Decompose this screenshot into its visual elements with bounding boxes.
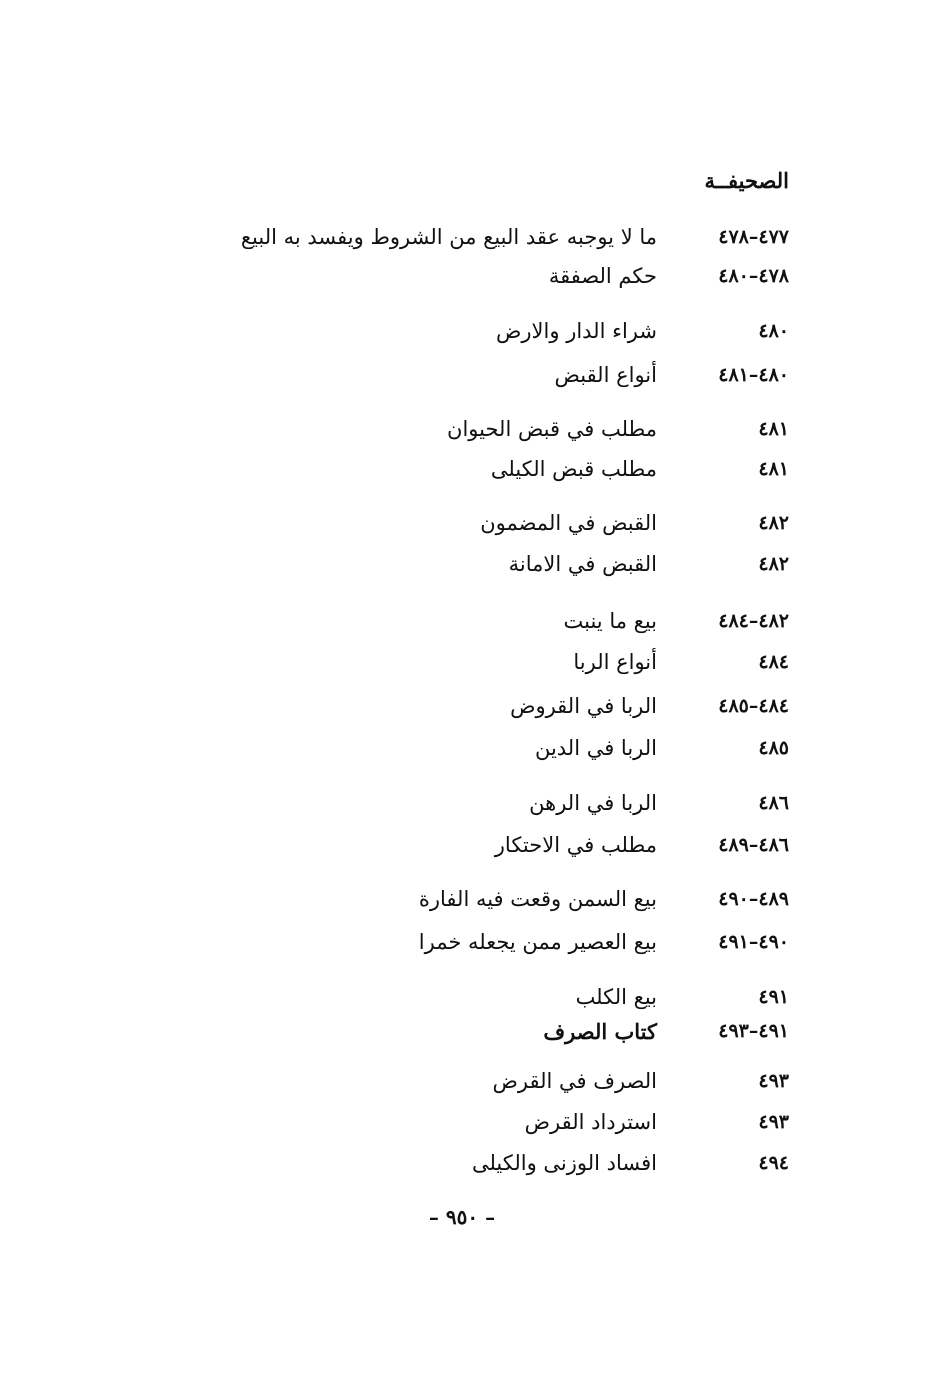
entry-title: الربا في القروض bbox=[510, 694, 657, 718]
entry-title: بيع الكلب bbox=[575, 985, 657, 1009]
index-entry bbox=[535, 731, 789, 765]
index-entry bbox=[472, 1146, 789, 1180]
page-number: – ٩٥٠ – bbox=[428, 1205, 496, 1229]
index-entry bbox=[447, 412, 789, 446]
entry-page-range: ٤٨١ bbox=[758, 458, 789, 480]
entry-page-range: ٤٨٤–٤٨٥ bbox=[718, 695, 789, 717]
index-entry bbox=[480, 506, 789, 540]
index-entry bbox=[492, 1064, 789, 1098]
entry-page-range: ٤٩١–٤٩٣ bbox=[718, 1020, 789, 1042]
entry-title: مطلب قبض الكيلى bbox=[490, 457, 657, 481]
entry-page-range: ٤٩٣ bbox=[758, 1111, 789, 1133]
entry-page-range: ٤٨٥ bbox=[758, 737, 789, 759]
entry-page-range: ٤٨٠–٤٨١ bbox=[718, 364, 789, 386]
entry-title: مطلب في قبض الحيوان bbox=[447, 417, 657, 441]
index-entry bbox=[529, 786, 789, 820]
entry-title: ما لا يوجبه عقد البيع من الشروط ويفسد به البيع bbox=[240, 225, 657, 249]
index-entry bbox=[525, 1105, 789, 1139]
index-entry bbox=[573, 645, 789, 679]
entry-title: أنواع القبض bbox=[554, 363, 657, 387]
index-entry bbox=[509, 547, 789, 581]
entry-page-range: ٤٨٢ bbox=[758, 553, 789, 575]
entry-title: الصرف في القرض bbox=[492, 1069, 657, 1093]
index-entry bbox=[491, 452, 789, 486]
entry-title: بيع السمن وقعت فيه الفارة bbox=[418, 887, 657, 911]
entry-page-range: ٤٩٣ bbox=[758, 1070, 789, 1092]
entry-title: بيع ما ينبت bbox=[563, 609, 657, 633]
entry-title: حكم الصفقة bbox=[548, 264, 657, 288]
entry-title: افساد الوزنى والكيلى bbox=[471, 1151, 657, 1175]
entry-title: الربا في الرهن bbox=[529, 791, 657, 815]
entry-title: القبض في المضمون bbox=[480, 511, 657, 535]
index-entry bbox=[496, 314, 789, 348]
entry-page-range: ٤٧٧–٤٧٨ bbox=[718, 226, 789, 248]
entry-page-range: ٤٨٦–٤٨٩ bbox=[718, 834, 789, 856]
entry-title: الربا في الدين bbox=[534, 736, 657, 760]
entry-title: استرداد القرض bbox=[524, 1110, 657, 1134]
entry-title: بيع العصير ممن يجعله خمرا bbox=[418, 930, 657, 954]
entry-page-range: ٤٩٠–٤٩١ bbox=[718, 931, 789, 953]
entry-page-range: ٤٩١ bbox=[758, 986, 789, 1008]
entry-page-range: ٤٩٤ bbox=[758, 1152, 789, 1174]
entry-page-range: ٤٨٠ bbox=[758, 320, 789, 342]
entry-page-range: ٤٨٤ bbox=[758, 651, 789, 673]
index-entry bbox=[555, 358, 790, 392]
index-entry bbox=[564, 604, 790, 638]
index-entry bbox=[549, 259, 789, 293]
index-entry bbox=[419, 882, 789, 916]
entry-page-range: ٤٧٨–٤٨٠ bbox=[718, 265, 789, 287]
entry-title: أنواع الربا bbox=[573, 650, 657, 674]
index-entry bbox=[419, 925, 789, 959]
index-entry bbox=[543, 1014, 789, 1048]
entry-title: القبض في الامانة bbox=[508, 552, 657, 576]
entry-title: شراء الدار والارض bbox=[496, 319, 657, 343]
entry-page-range: ٤٨١ bbox=[758, 418, 789, 440]
entry-page-range: ٤٨٦ bbox=[758, 792, 789, 814]
entry-page-range: ٤٨٢–٤٨٤ bbox=[718, 610, 789, 632]
entry-page-range: ٤٨٢ bbox=[758, 512, 789, 534]
index-entry bbox=[576, 980, 789, 1014]
entry-page-range: ٤٨٩–٤٩٠ bbox=[718, 888, 789, 910]
page-column-header: الصحيفــة bbox=[704, 168, 789, 193]
index-entry bbox=[510, 689, 789, 723]
index-entry bbox=[241, 220, 789, 254]
entry-title: كتاب الصرف bbox=[543, 1018, 657, 1044]
entry-title: مطلب في الاحتكار bbox=[494, 833, 657, 857]
index-entry bbox=[495, 828, 789, 862]
